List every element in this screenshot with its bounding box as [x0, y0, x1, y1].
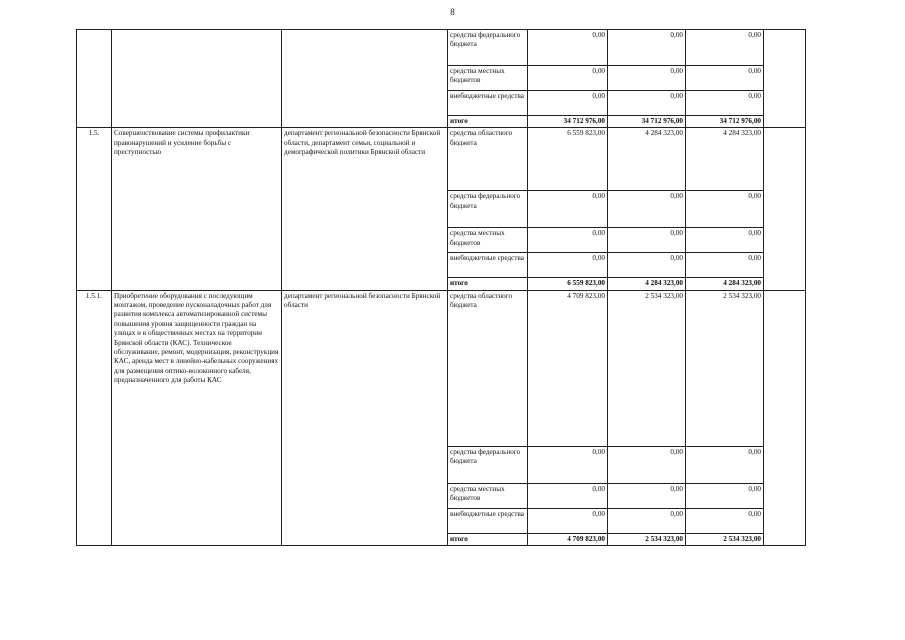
value-cell: 0,00: [686, 191, 764, 228]
value-cell: 0,00: [686, 446, 764, 483]
funding-source: средства федерального бюджета: [448, 191, 528, 228]
funding-source: средства местных бюджетов: [448, 66, 528, 91]
value-cell: 4 284 323,00: [686, 128, 764, 191]
funding-source: средства федерального бюджета: [448, 446, 528, 483]
executor-cell: [282, 30, 448, 128]
value-cell: 0,00: [686, 483, 764, 508]
value-cell: 0,00: [608, 30, 686, 66]
funding-source: внебюджетные средства: [448, 91, 528, 116]
code-cell: [77, 30, 112, 128]
funding-source: итого: [448, 278, 528, 290]
funding-source: средства областного бюджета: [448, 290, 528, 446]
value-cell: 6 559 823,00: [528, 128, 608, 191]
value-cell: 2 534 323,00: [608, 533, 686, 545]
value-cell: 0,00: [528, 91, 608, 116]
value-cell: 34 712 976,00: [686, 116, 764, 128]
value-cell: 0,00: [686, 253, 764, 278]
value-cell: 0,00: [528, 483, 608, 508]
value-cell: 0,00: [608, 508, 686, 533]
table-row: [77, 290, 806, 446]
funding-source: средства местных бюджетов: [448, 483, 528, 508]
empty-cell: [764, 30, 806, 128]
empty-cell: [764, 290, 806, 545]
value-cell: 34 712 976,00: [608, 116, 686, 128]
value-cell: 0,00: [608, 191, 686, 228]
empty-cell: [764, 128, 806, 290]
value-cell: 0,00: [686, 91, 764, 116]
item-code: 1.5.1.: [77, 290, 112, 545]
value-cell: 2 534 323,00: [608, 290, 686, 446]
page-number: 8: [450, 7, 455, 17]
table-row: [77, 30, 806, 66]
value-cell: 0,00: [608, 66, 686, 91]
value-cell: 4 709 823,00: [528, 290, 608, 446]
value-cell: 0,00: [528, 253, 608, 278]
value-cell: 34 712 976,00: [528, 116, 608, 128]
value-cell: 0,00: [528, 228, 608, 253]
item-name: Совершенствование системы профилактики правонарушений и усиление борьбы с преступностью: [112, 128, 282, 290]
item-code: 1.5.: [77, 128, 112, 290]
value-cell: 2 534 323,00: [686, 533, 764, 545]
item-executor: департамент региональной безопасности Брянской области, департамент семьи, социальной и демографической политики Брянской области: [282, 128, 448, 290]
funding-source: средства местных бюджетов: [448, 228, 528, 253]
value-cell: 6 559 823,00: [528, 278, 608, 290]
value-cell: 0,00: [608, 91, 686, 116]
funding-source: внебюджетные средства: [448, 253, 528, 278]
item-executor: департамент региональной безопасности Брянской области: [282, 290, 448, 545]
value-cell: 0,00: [528, 446, 608, 483]
budget-table: [76, 29, 806, 546]
value-cell: 0,00: [686, 66, 764, 91]
value-cell: 0,00: [608, 446, 686, 483]
table-row: [77, 128, 806, 191]
value-cell: 4 709 823,00: [528, 533, 608, 545]
value-cell: 0,00: [686, 30, 764, 66]
funding-source: итого: [448, 116, 528, 128]
value-cell: 0,00: [608, 253, 686, 278]
funding-source: средства областного бюджета: [448, 128, 528, 191]
value-cell: 0,00: [686, 508, 764, 533]
value-cell: 2 534 323,00: [686, 290, 764, 446]
value-cell: 4 284 323,00: [608, 128, 686, 191]
value-cell: 0,00: [686, 228, 764, 253]
value-cell: 0,00: [608, 228, 686, 253]
value-cell: 0,00: [528, 191, 608, 228]
funding-source: итого: [448, 533, 528, 545]
item-name: Приобретение оборудования с последующим монтажом, проведение пусконаладочных работ для развития комплекса автоматизированной системы повышения уровня защищенности граждан на улицах и в общественных местах на территории Брянской области (КАС). Техническое обслуживание, ремонт, модернизация, реконструкция КАС, аренда мест в линейно-кабельных сооружениях для размещения оптико-волоконного кабеля, предназначенного для работы КАС: [112, 290, 282, 545]
name-cell: [112, 30, 282, 128]
value-cell: 0,00: [528, 30, 608, 66]
value-cell: 4 284 323,00: [686, 278, 764, 290]
funding-source: средства федерального бюджета: [448, 30, 528, 66]
value-cell: 0,00: [528, 66, 608, 91]
value-cell: 0,00: [608, 483, 686, 508]
value-cell: 4 284 323,00: [608, 278, 686, 290]
funding-source: внебюджетные средства: [448, 508, 528, 533]
value-cell: 0,00: [528, 508, 608, 533]
